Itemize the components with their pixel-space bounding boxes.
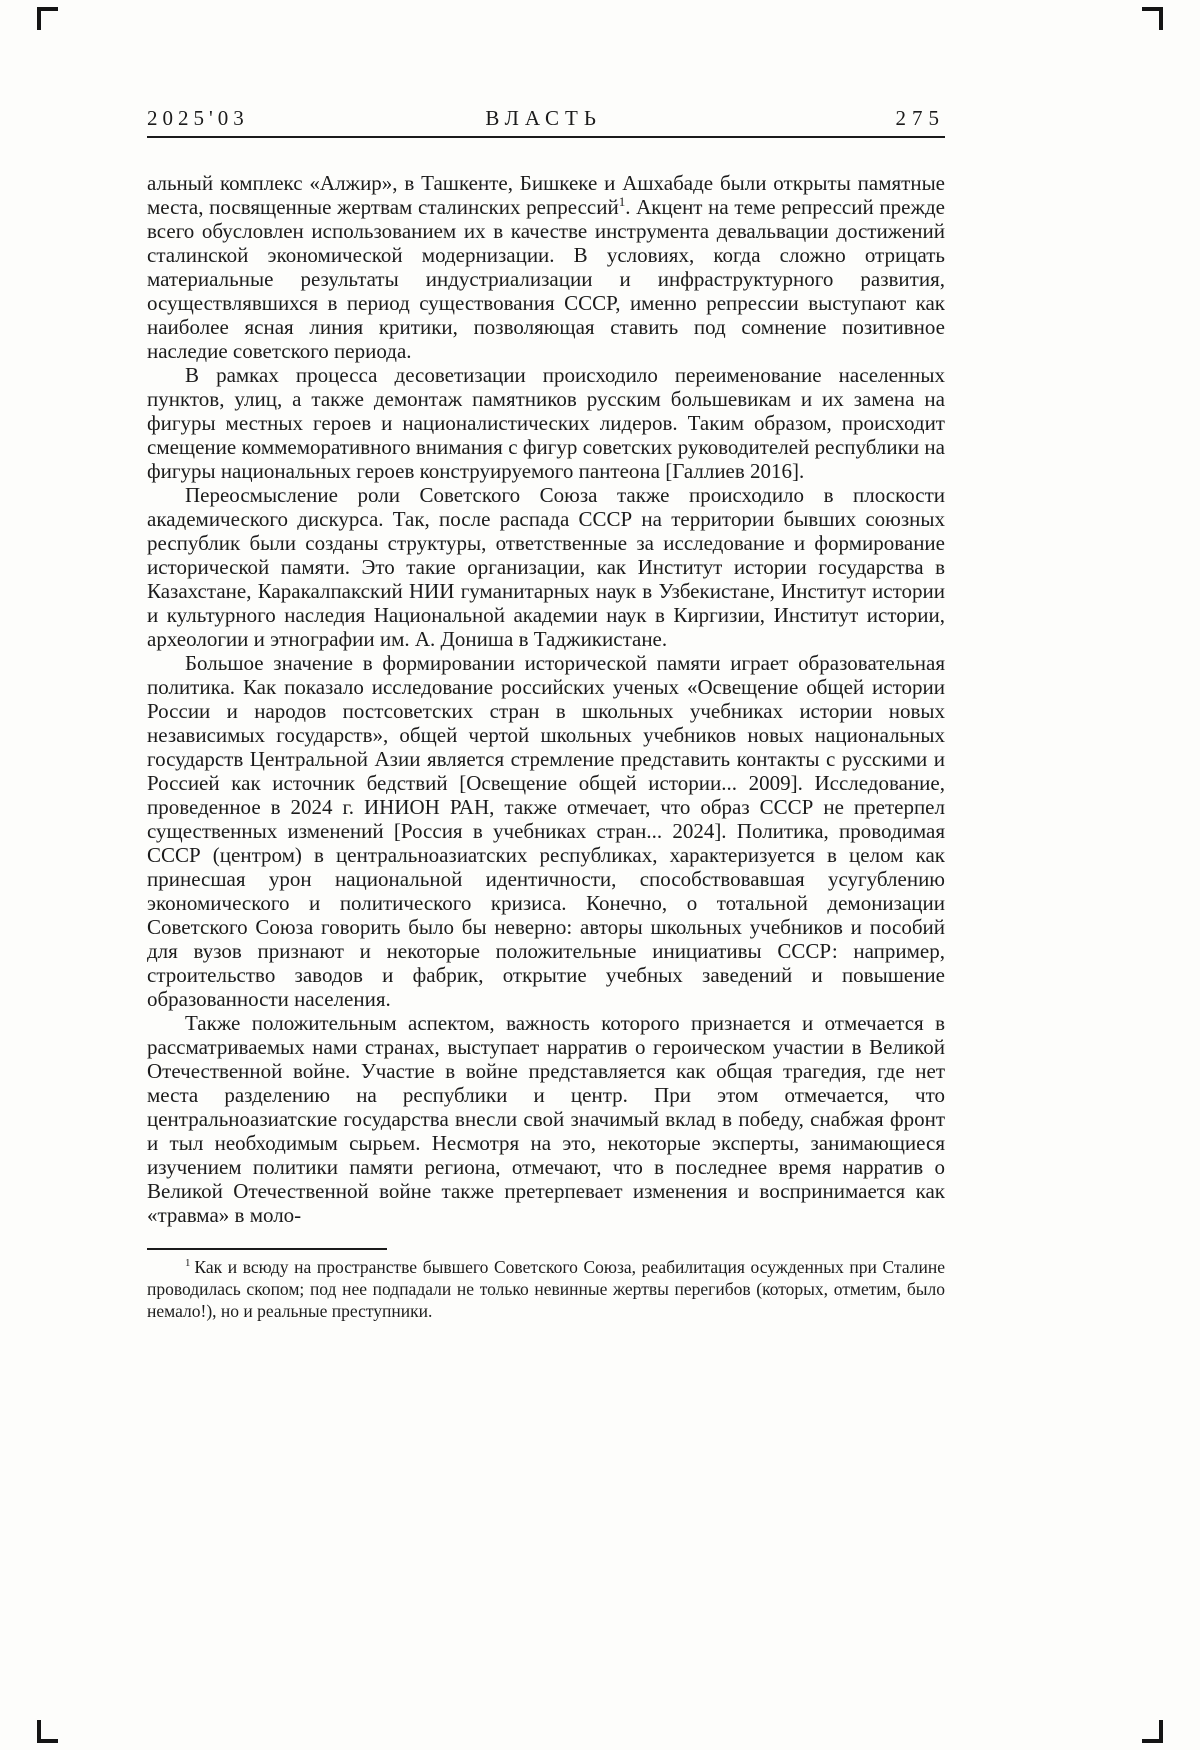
body-paragraph: Также положительным аспектом, важность которого признается и отмечается в рассматриваемых нами странах, выступает нарратив о героическом участии в Великой Отечественной войне. Участие в войне представляется как общая трагедия, где нет места разделению на республики и центр. При этом отмечается, что центральноазиатские государства внесли свой значимый вклад в победу, снабжая фронт и тыл необходимым сырьем. Несмотря на это, некоторые эксперты, занимающиеся изучением политики памяти региона, отмечают, что в последнее время нарратив о Великой Отечественной войне также претерпевает изменения и воспринимается как «травма» в моло- <box>147 1011 945 1227</box>
footnote-reference-marker: 1 <box>618 194 626 209</box>
crop-mark-bottom-right <box>1142 1720 1163 1743</box>
crop-mark-top-left <box>37 7 58 30</box>
body-paragraph: Большое значение в формировании исторической памяти играет образовательная политика. Как показало исследование российских ученых «Освещение общей истории России и народов постсоветских стран в школьных учебниках истории новых независимых государств», общей чертой школьных учебников новых национальных государств Центральной Азии является стремление представить контакты с русскими и Россией как источник бедствий [Освещение общей истории... 2009]. Исследование, проведенное в 2024 г. ИНИОН РАН, также отмечает, что образ СССР не претерпел существенных изменений [Россия в учебниках стран... 2024]. Политика, проводимая СССР (центром) в центральноазиатских республиках, характеризуется в целом как принесшая урон национальной идентичности, способствовавшая усугублению экономического и политического кризиса. Конечно, о тотальной демонизации Советского Союза говорить было бы неверно: авторы школьных учебников и пособий для вузов признают и некоторые положительные инициативы СССР: например, строительство заводов и фабрик, открытие учебных заведений и повышение образованности населения. <box>147 651 945 1011</box>
page-number: 275 <box>895 106 945 130</box>
footnote-marker: 1 <box>185 1257 191 1270</box>
article-body <box>147 171 945 1227</box>
paragraph-text: альный комплекс «Алжир», в Ташкенте, Бишкеке и Ашхабаде были открыты памятные места, посвященные жертвам сталинских репрессий <box>147 171 945 219</box>
text-column <box>147 106 945 1322</box>
paragraph-text: . Акцент на теме репрессий прежде всего обусловлен использованием их в качестве инструмента девальвации достижений сталинской экономической модернизации. В условиях, когда сложно отрицать материальные результаты индустриализации и инфраструктурного развития, осуществлявшихся в период существования СССР, именно репрессии выступают как наиболее ясная линия критики, позволяющая ставить под сомнение позитивное наследие советского периода. <box>147 195 945 363</box>
journal-title: ВЛАСТЬ <box>485 106 602 130</box>
body-paragraph <box>147 171 945 363</box>
body-paragraph: В рамках процесса десоветизации происходило переименование населенных пунктов, улиц, а также демонтаж памятников русским большевикам и их замена на фигуры местных героев и националистических лидеров. Таким образом, происходит смещение коммеморативного внимания с фигур советских руководителей республики на фигуры национальных героев конструируемого пантеона [Галлиев 2016]. <box>147 363 945 483</box>
body-paragraph: Переосмысление роли Советского Союза также происходило в плоскости академического дискурса. Так, после распада СССР на территории бывших союзных республик были созданы структуры, ответственные за исследование и формирование исторической памяти. Это такие организации, как Институт истории государства в Казахстане, Каракалпакский НИИ гуманитарных наук в Узбекистане, Институт истории и культурного наследия Национальной академии наук в Киргизии, Институт истории, археологии и этнографии им. А. Дониша в Таджикистане. <box>147 483 945 651</box>
footnote-text: Как и всюду на пространстве бывшего Советского Союза, реабилитация осужденных при Сталине проводилась скопом; под нее подпадали не только невинные жертвы перегибов (которых, отметим, было немало!), но и реальные преступники. <box>147 1257 945 1321</box>
crop-mark-bottom-left <box>37 1720 58 1743</box>
footnote-separator-rule <box>147 1248 387 1250</box>
footnote <box>147 1256 945 1322</box>
running-head <box>147 106 945 138</box>
crop-mark-top-right <box>1142 7 1163 30</box>
journal-issue: 2025'03 <box>147 106 249 130</box>
